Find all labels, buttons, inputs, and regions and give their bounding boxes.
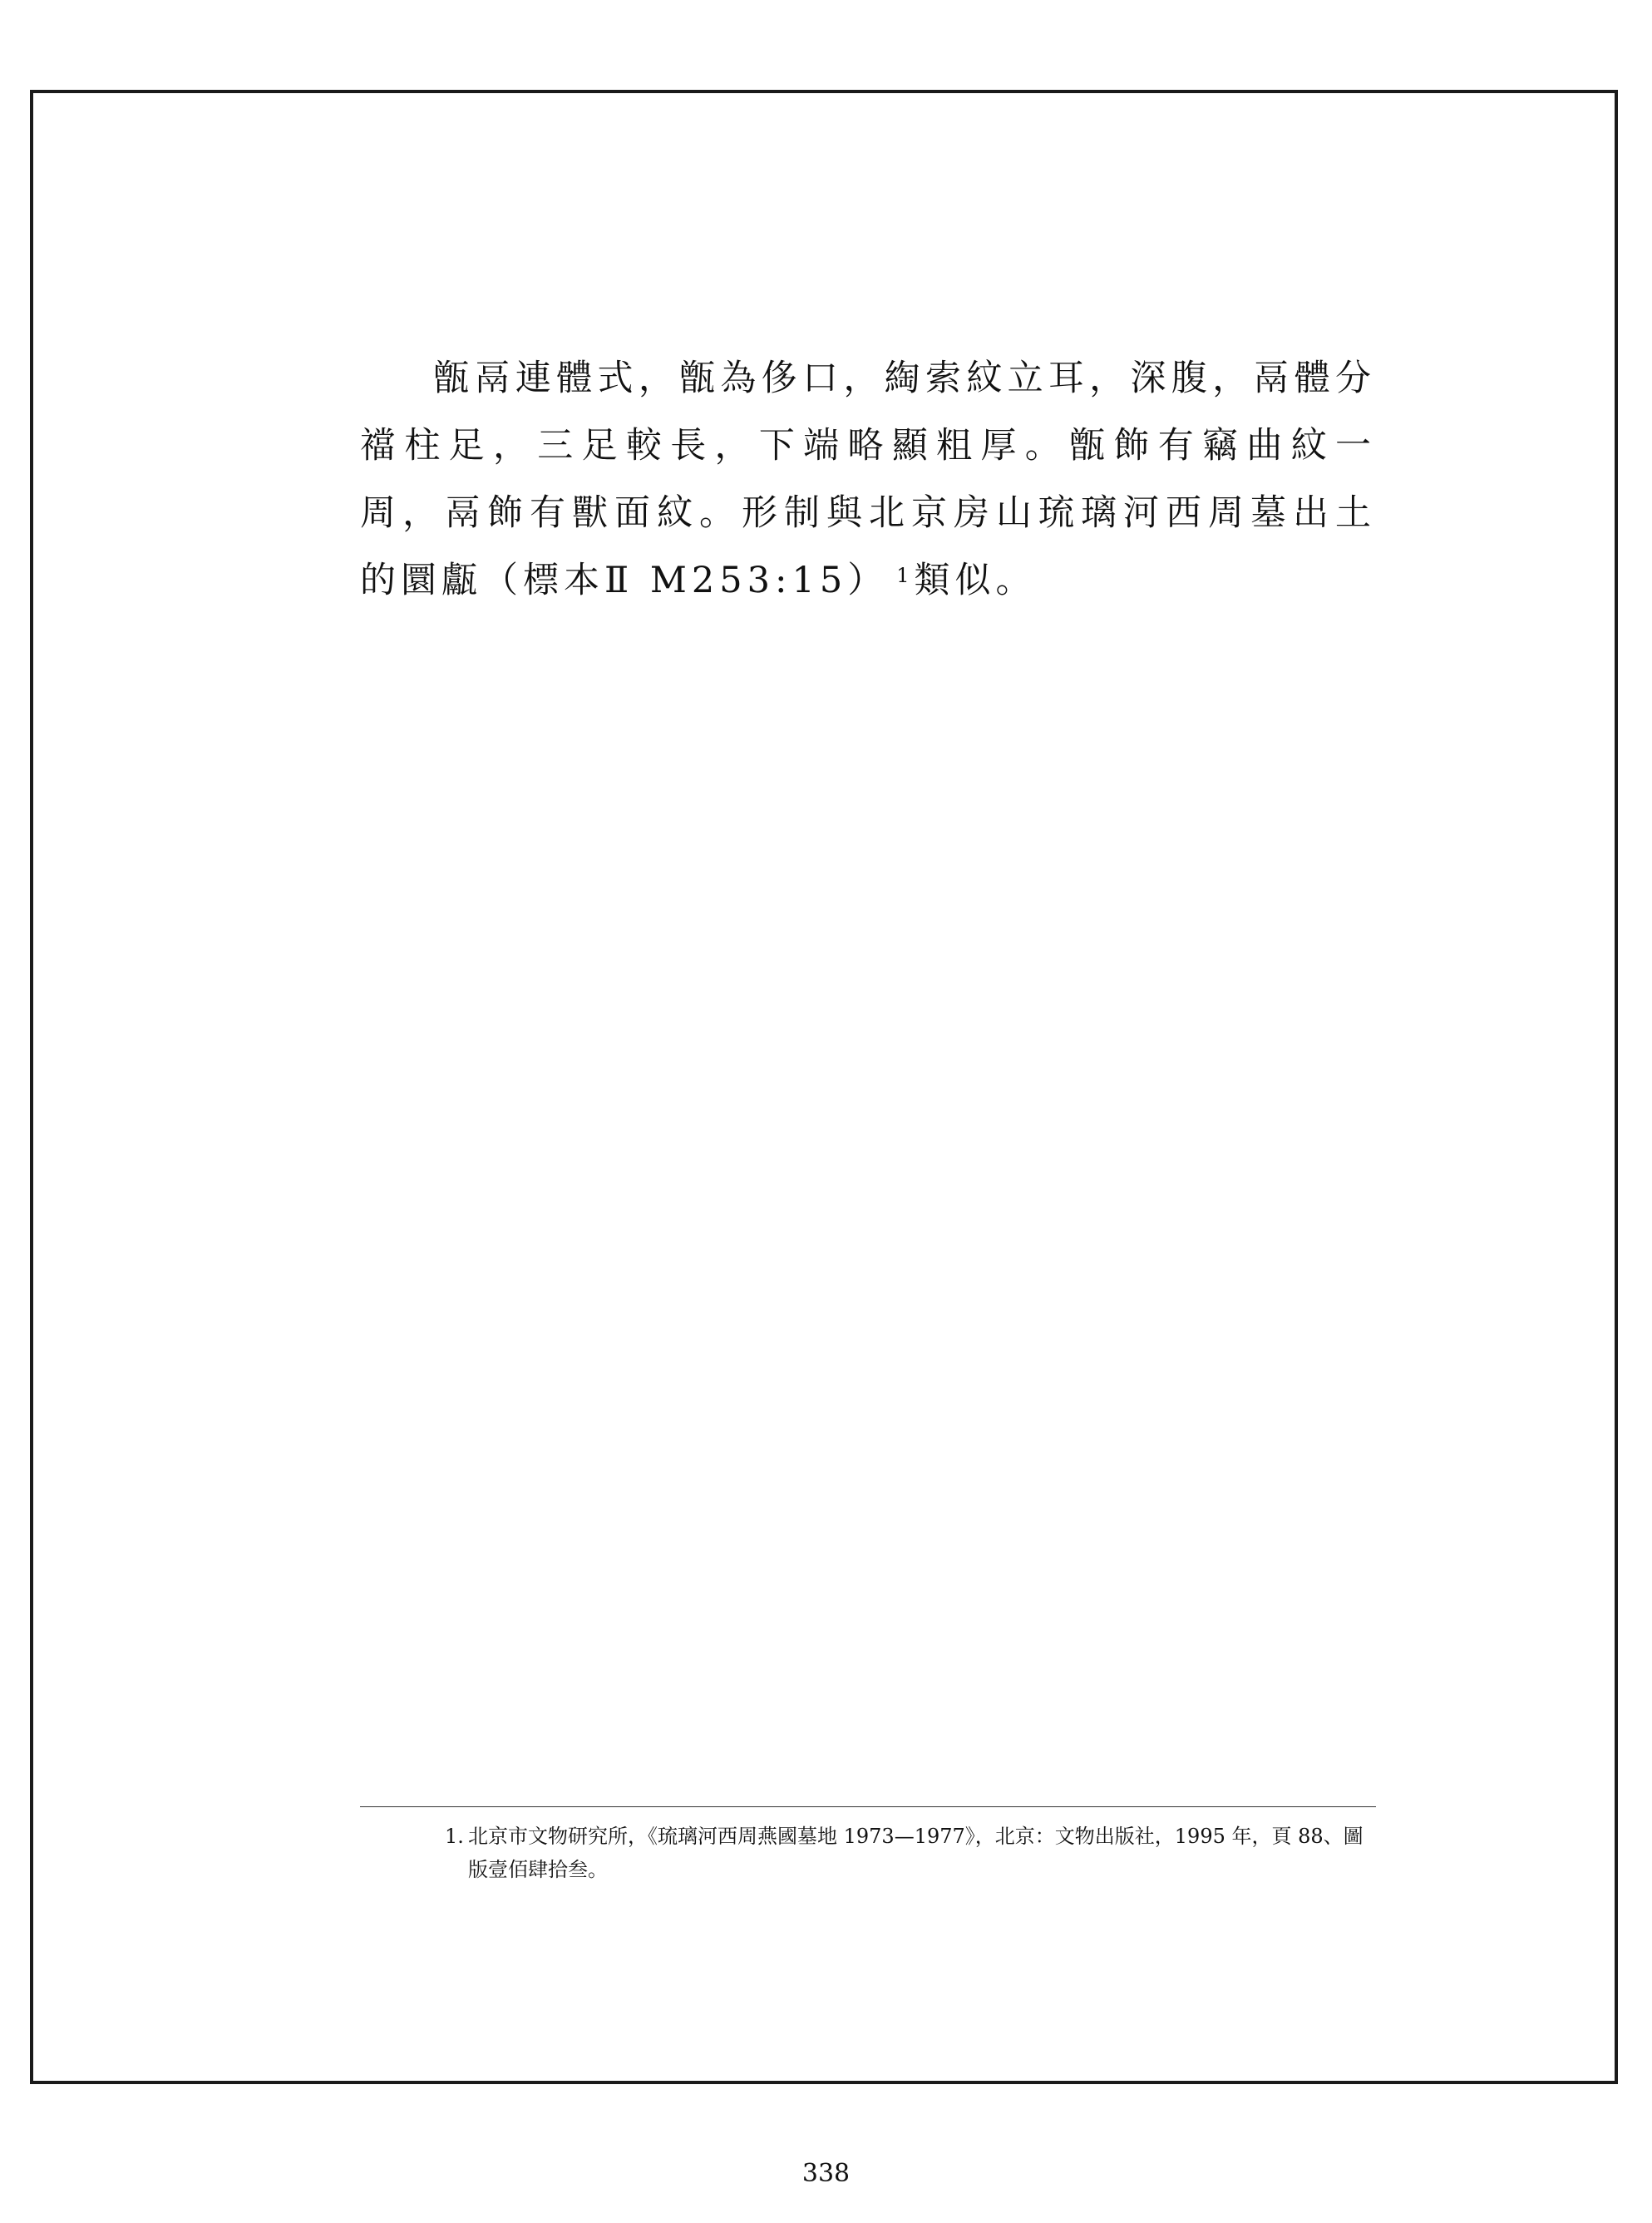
footnote-divider [360,1806,1376,1807]
footnote-text: 北京市文物研究所，《琉璃河西周燕國墓地 1973—1977》，北京：文物出版社，1995 年，頁 88、圖版壹佰肆拾叁。 [468,1825,1364,1881]
footnote-reference[interactable]: 1 [896,564,910,587]
body-paragraph [360,345,1376,615]
footnote [446,1820,1376,1886]
footnote-number: 1. [445,1825,464,1848]
body-text-main: 甑鬲連體式，甑為侈口，綯索紋立耳，深腹，鬲體分襠柱足，三足較長，下端略顯粗厚。甑飾有竊曲紋一周，鬲飾有獸面紋。形制與北京房山琉璃河西周墓出土的圜甗（標本Ⅱ M253:15） [360,358,1376,601]
page-number: 338 [801,2159,851,2188]
body-text-tail: 類似。 [914,560,1037,601]
